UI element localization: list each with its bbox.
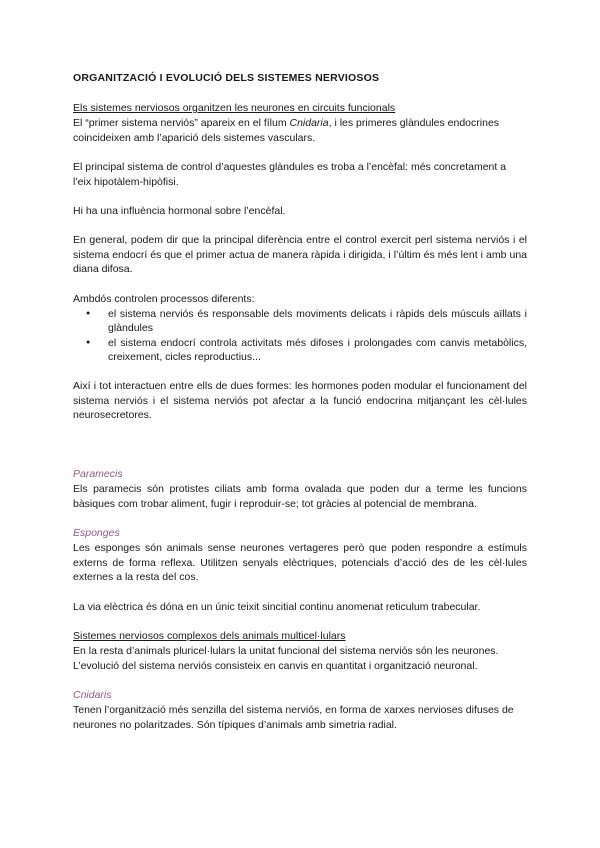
section-heading-complex-systems: Sistemes nerviosos complexos dels animals multicel·lulars [73, 630, 346, 642]
list-item-nervous: ● el sistema nerviós és responsable dels moviments delicats i ràpids dels músculs aïllats i glàndules [73, 307, 527, 336]
paragraph-difference: En general, podem dir que la principal diferència entre el control exercit perl sistema nerviós i el sistema endocrí és que el primer actua de manera ràpida i dirigida, i l’últim és més lent i amb una diana difosa. [73, 234, 527, 275]
paragraph-electric-pathway: La via elèctrica és dóna en un únic teixit sincitial continu anomenat reticulum trabecular. [73, 601, 481, 613]
list-item-endocrine: ● el sistema endocrí controla activitats més difoses i prolongades com canvis metabòlics, creixement, cicles reproductius... [73, 336, 527, 365]
paragraph-first-nervous-system: El “primer sistema nerviós” apareix en el fílum Cnidaria, i les primeres glàndules endocrines coincideixen amb l’aparició dels sistemes vasculars. [73, 117, 500, 144]
paragraph-control-system: El principal sistema de control d’aquestes glàndules es troba a l’encèfal: més concretament a l’eix hipotàlem-hipòfisi. [73, 161, 507, 188]
paragraph-processes [73, 292, 527, 365]
heading-cnidaris: Cnidaris [73, 689, 112, 701]
processes-list [73, 307, 527, 365]
processes-intro: Ambdós controlen processos diferents: [73, 293, 255, 305]
paragraph-hormonal-influence: Hi ha una influència hormonal sobre l’encèfal. [73, 205, 286, 217]
paragraph-paramecis: Els paramecis són protistes ciliats amb forma ovalada que poden dur a terme les funcions bàsiques com trobar aliment, fugir i reproduir-se; tot gràcies al potencial de membrana. [73, 483, 527, 510]
paragraph-cnidaris: Tenen l’organització més senzilla del sistema nerviós, en forma de xarxes nervioses difuses de neurones no polaritzades. Són típiques d’animals amb simetria radial. [73, 704, 514, 731]
section-heading-circuits: Els sistemes nerviosos organitzen les neurones en circuits funcionals [73, 102, 396, 114]
heading-esponges: Esponges [73, 527, 120, 539]
heading-paramecis: Paramecis [73, 468, 123, 480]
paragraph-esponges: Les esponges són animals sense neurones vertageres però que poden respondre a estímuls externs de forma reflexa. Utilitzen senyals elèctriques, potencials d’acció des de les cèl·lules externes a la resta del cos. [73, 542, 527, 583]
page-title: ORGANITZACIÓ I EVOLUCIÓ DELS SISTEMES NERVIOSOS [73, 72, 380, 84]
paragraph-interaction: Així i tot interactuen entre ells de dues formes: les hormones poden modular el funcionament del sistema nerviós i el sistema nerviós pot afectar a la funció endocrina mitjançant les cèl·lules neurosecretores. [73, 380, 527, 421]
paragraph-complex-systems: En la resta d’animals pluricel·lulars la unitat funcional del sistema nerviós són les neurones. L’evolució del sistema nerviós consisteix en canvis en quantitat i organització neuronal. [73, 645, 499, 672]
cnidaria-term: Cnidaria [289, 117, 329, 129]
